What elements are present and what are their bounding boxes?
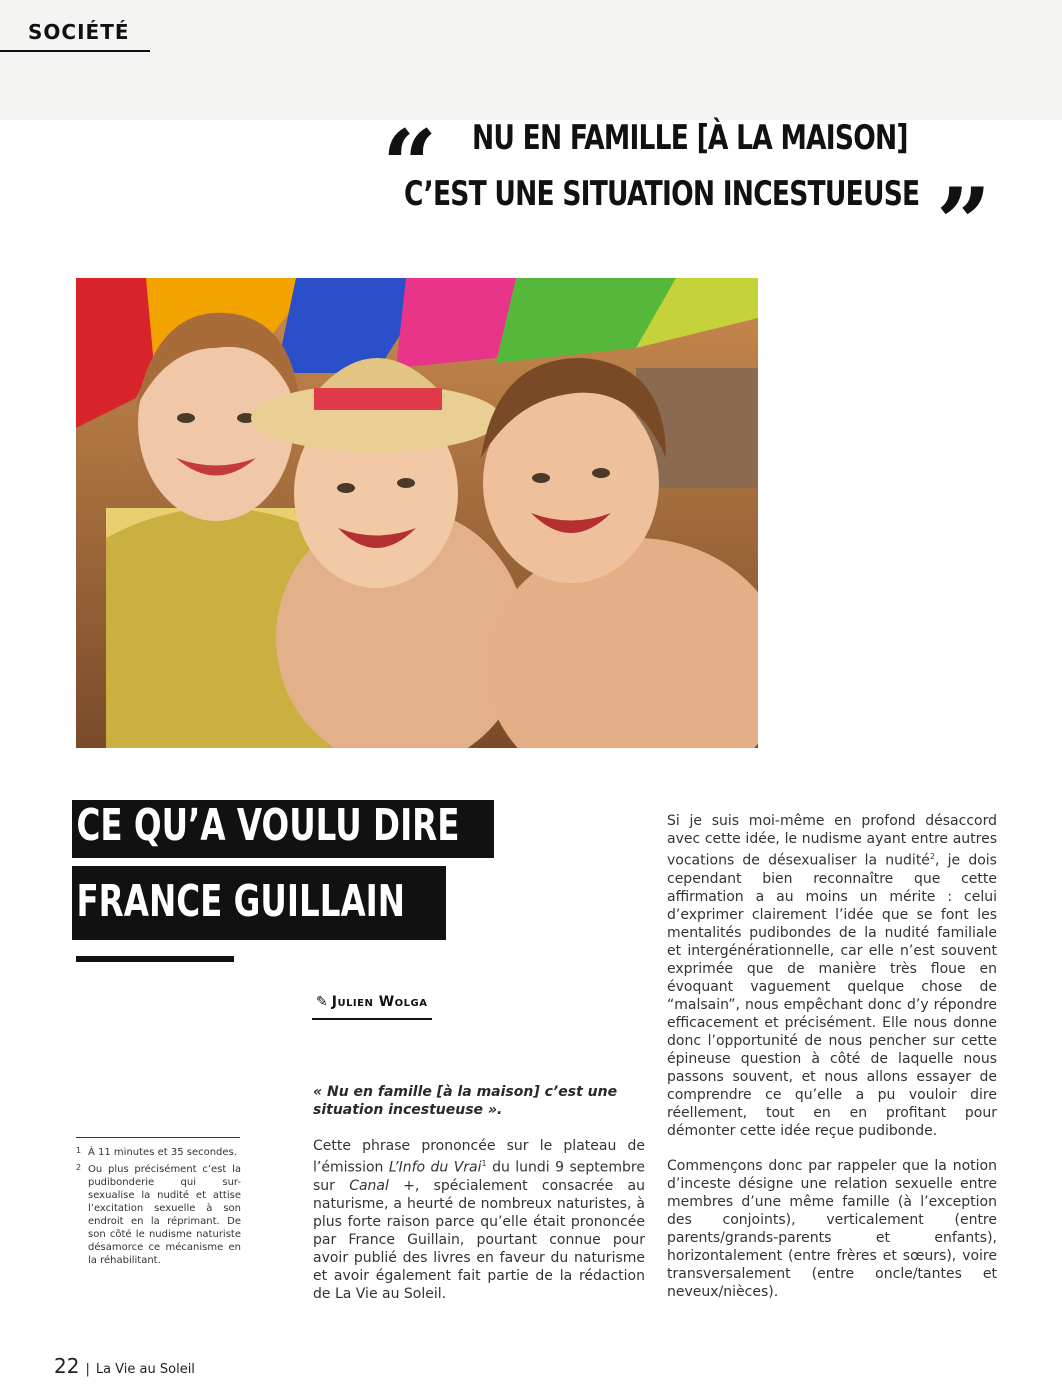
children-photo: [76, 278, 758, 748]
headline-line-1: CE QU’A VOULU DIRE: [76, 800, 460, 851]
footnote-2: 2 Ou plus précisément c’est la pudibonderie qui sur-sexualise la nudité et attise l’excitation sexuelle à son endroit en la réprimant. De son côté le nudisme naturiste désamorce ce mécanisme en la réhabilitant.: [76, 1163, 241, 1266]
footnotes: [76, 1146, 241, 1271]
headline-line-1-box: [72, 800, 494, 858]
headline-line-2: FRANCE GUILLAIN: [76, 876, 406, 927]
page-number: 22: [54, 1354, 80, 1378]
magazine-name: La Vie au Soleil: [95, 1362, 195, 1377]
section-label: SOCIÉTÉ: [28, 20, 130, 44]
headline-rule: [76, 956, 234, 962]
footnote-rule: [76, 1137, 240, 1138]
body-paragraph-3: Commençons donc par rappeler que la notion d’inceste désigne une relation sexuelle entre membres d’une même famille (à l’exception des conjoints), verticalement (entre parents/grands-parents et enfants), horizontalement (entre frères et sœurs), voire transversalement (entre oncle/tantes et neveux/nièces).: [667, 1157, 997, 1300]
pull-quote-line-2: C’EST UNE SITUATION INCESTUEUSE: [404, 174, 920, 214]
headline-line-2-box: [72, 866, 446, 940]
body-column-middle: [313, 1137, 645, 1320]
author-name: Julien Wolga: [331, 994, 428, 1010]
body-paragraph-1: Cette phrase prononcée sur le plateau de l’émission L’Info du Vrai$^1$ du lundi 9 septembre sur Canal +, spécialement consacrée au naturisme, a heurté de nombreux naturistes, à plus forte raison parce qu’elle était prononcée par France Guillain, pourtant connue pour avoir publié des livres en faveur du naturisme et avoir également fait partie de la rédaction de La Vie au Soleil.: [313, 1138, 645, 1302]
pen-icon: ✎: [316, 994, 328, 1010]
children-photo-illustration: [76, 278, 758, 748]
footnote-1: 1 À 11 minutes et 35 secondes.: [76, 1146, 237, 1158]
show-title: L’Info du Vrai: [388, 1159, 482, 1176]
lead-quote: « Nu en famille [à la maison] c’est une situation incestueuse ».: [313, 1084, 618, 1118]
folio-separator: |: [85, 1362, 90, 1377]
body-paragraph-2: Si je suis moi-même en profond désaccord avec cette idée, le nudisme ayant entre autres vocations de désexualiser la nudité$^2$, je dois cependant bien reconnaître que cette affirmation a au moins un mérite : celui d’exprimer clairement l’idée que se font les mentalités pudibondes de la nudité familiale et intergénérationnelle, car elle n’est souvent exprimée que de manière très floue en évoquant vaguement quelque chose de “malsain”, nous empêchant donc d’y répondre efficacement et précisément. Elle nous donne donc l’opportunité de nous pencher sur cette épineuse question à côté de laquelle nous passons souvent, et nous allons essayer de comprendre ce qu’elle a pu vouloir dire réellement, tout en en profitant pour démonter cette idée reçue pudibonde.: [667, 813, 997, 1139]
footnote-ref-2: 2: [929, 852, 936, 861]
author-byline: [316, 994, 428, 1010]
section-rule: [0, 50, 150, 52]
author-rule: [312, 1018, 432, 1020]
channel-name: Canal +: [349, 1177, 415, 1194]
page-folio: [54, 1354, 195, 1378]
open-quote-mark: “: [382, 109, 438, 222]
close-quote-mark: ”: [936, 167, 992, 280]
footnote-ref-1: 1: [481, 1159, 487, 1168]
body-column-right: [667, 812, 997, 1318]
pull-quote-line-1: NU EN FAMILLE [À LA MAISON]: [472, 118, 908, 158]
